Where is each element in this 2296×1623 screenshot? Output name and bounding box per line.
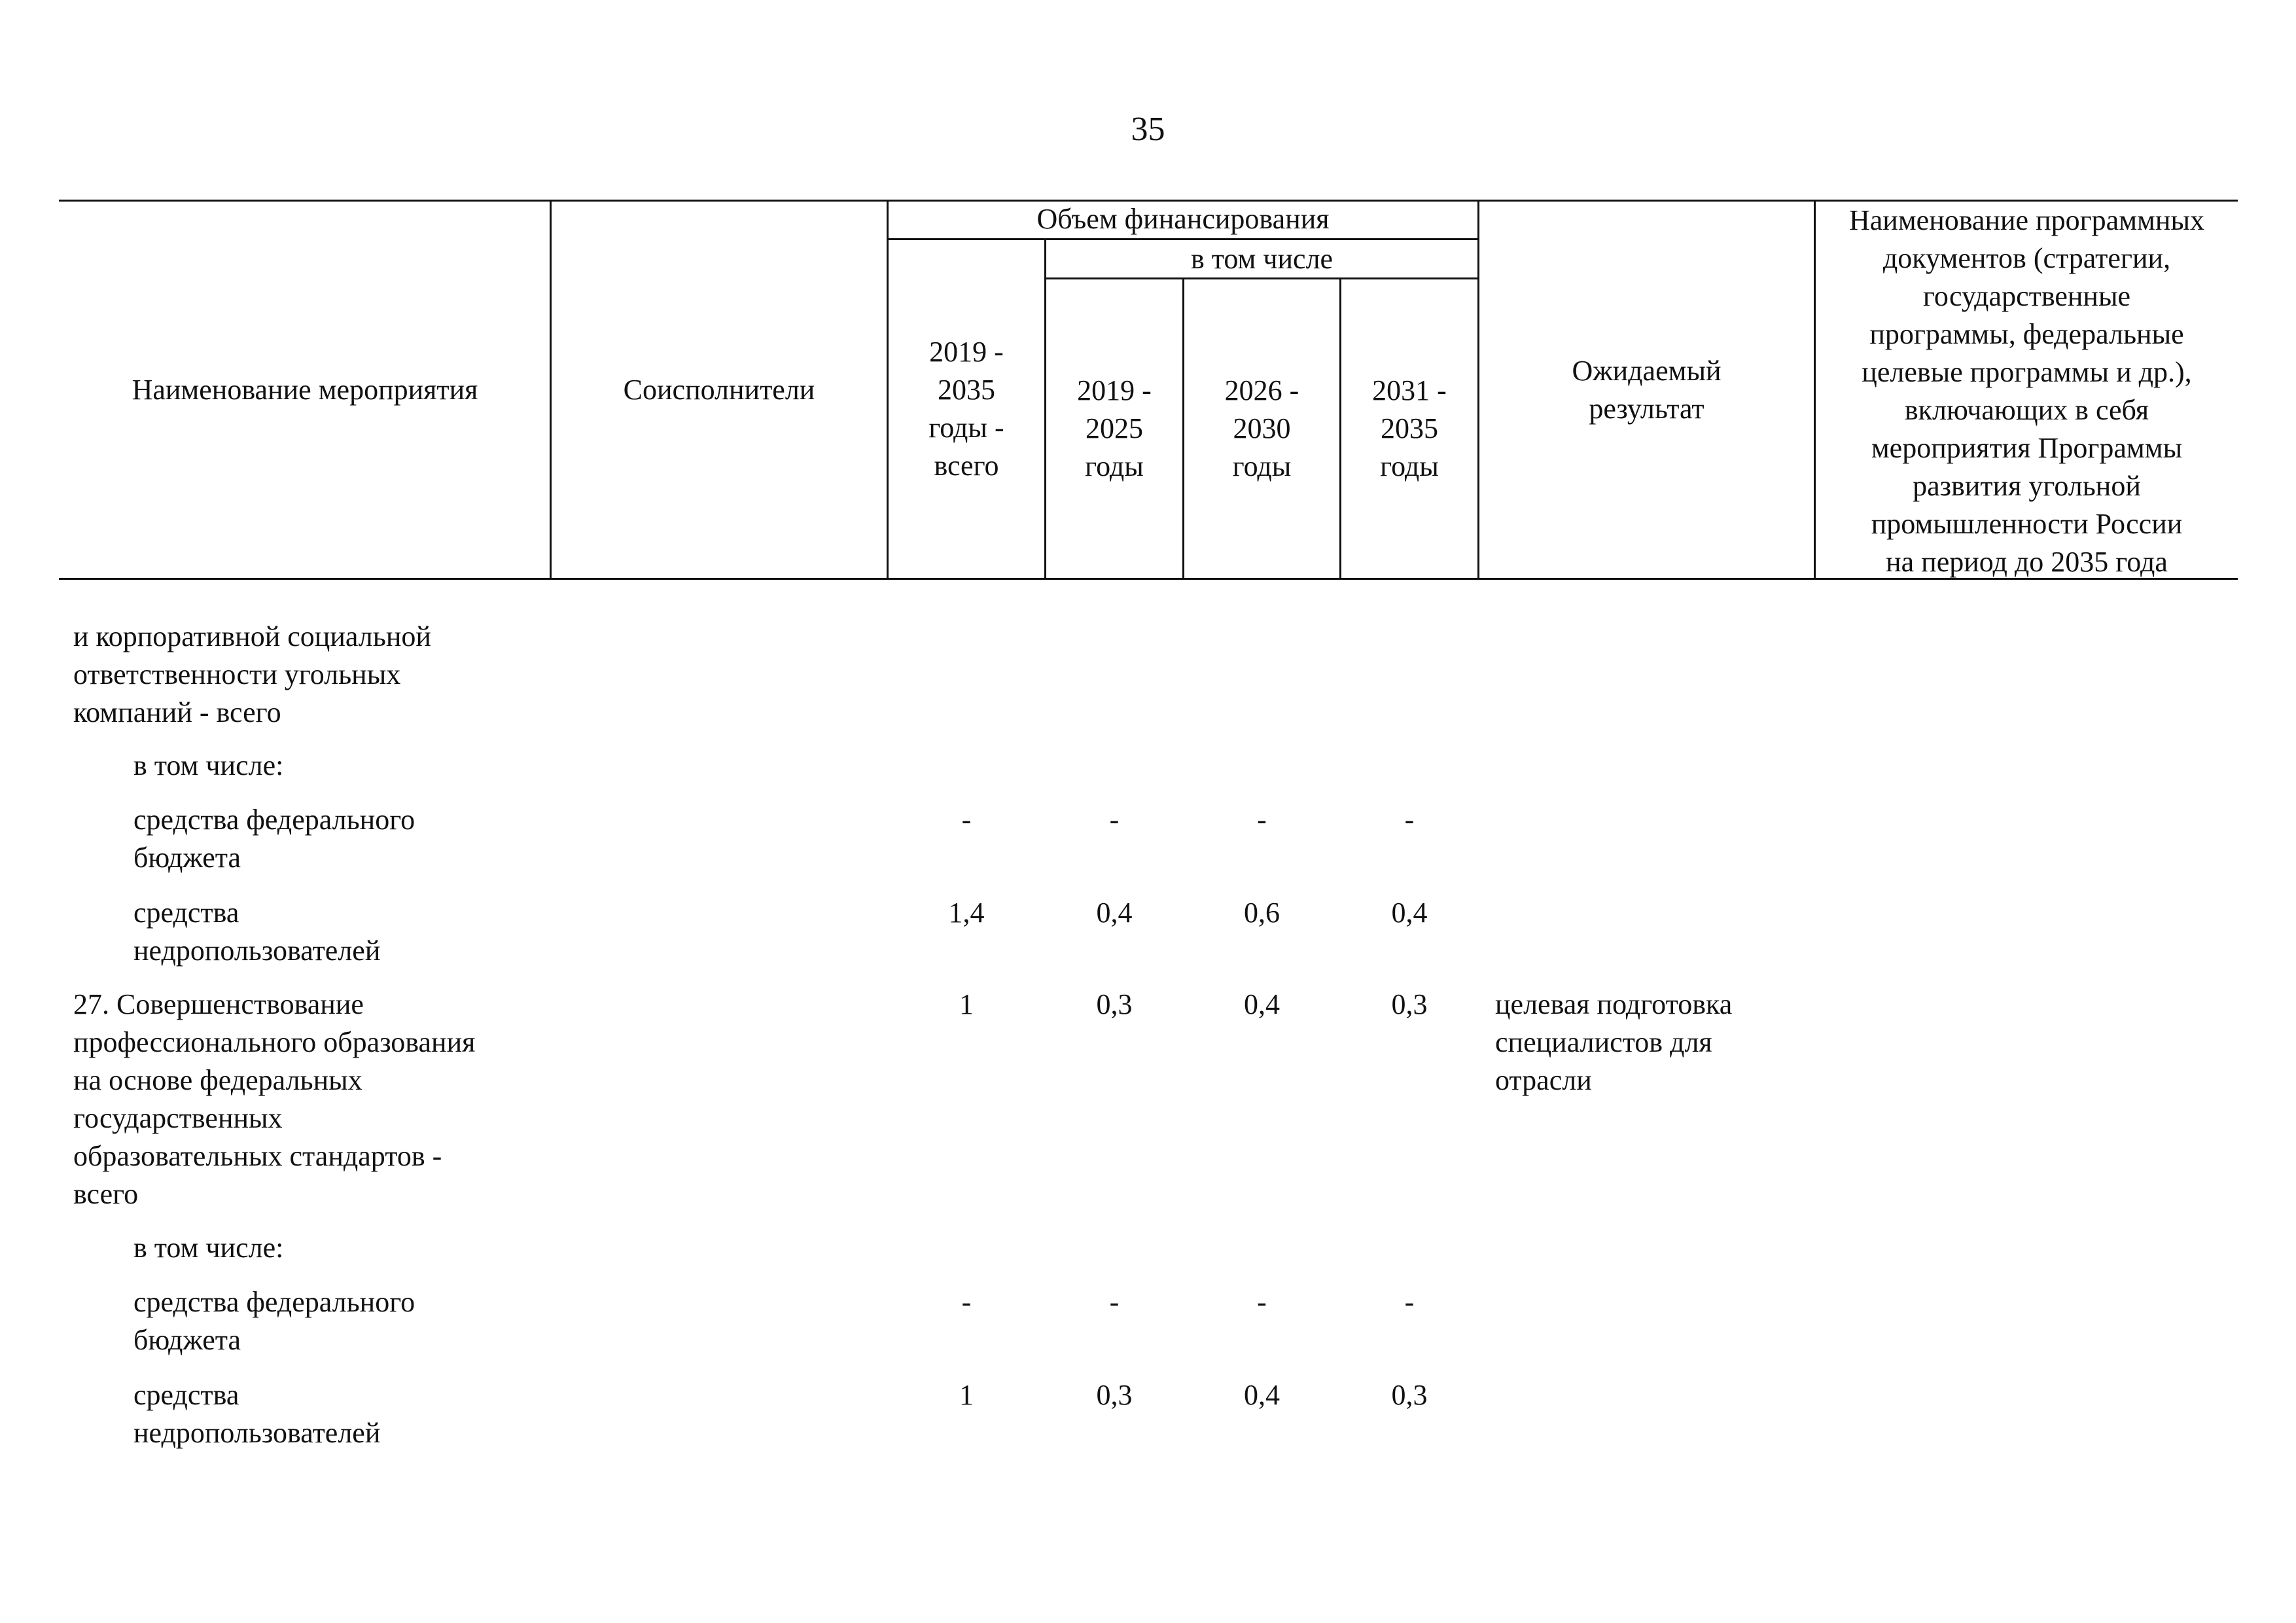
row-activity-name: и корпоративной социальной ответственности угольных компаний - всего <box>73 620 431 728</box>
header-period-2019-2025: 2019 - 2025 годы <box>1077 374 1152 482</box>
value-2031-2035: - <box>1404 804 1415 836</box>
header-period-2026-2030: 2026 - 2030 годы <box>1224 374 1299 482</box>
header-including: в том числе <box>1190 243 1333 275</box>
value-2019-2025: 0,4 <box>1096 897 1133 929</box>
value-2031-2035: 0,3 <box>1391 1379 1428 1411</box>
value-2019-2025: - <box>1109 1286 1120 1318</box>
row-including-label: в том числе: <box>133 1232 284 1264</box>
header-program-documents: Наименование программных документов (стратегии, государственные программы, федеральные целевые программы и др.), включающих в себя мероприятия Программы развития угольной промышленности России на период до 2035 года <box>1848 204 2205 578</box>
header-funding-volume: Объем финансирования <box>1036 203 1330 235</box>
value-2026-2030: - <box>1257 1286 1267 1318</box>
row-activity-name: 27. Совершенствование профессионального образования на основе федеральных государственных образовательных стандартов - всего <box>73 988 476 1210</box>
value-total: 1,4 <box>948 897 985 929</box>
value-2026-2030: - <box>1257 804 1267 836</box>
row-subsoil-users-funds: средства недропользователей <box>133 1379 381 1449</box>
header-expected-result: Ожидаемый результат <box>1572 354 1722 425</box>
value-total: - <box>961 804 972 836</box>
value-total: 1 <box>959 988 974 1020</box>
row-including-label: в том числе: <box>133 749 284 781</box>
header-activity-name: Наименование мероприятия <box>132 373 478 406</box>
value-total: - <box>961 1286 972 1318</box>
row-federal-budget: средства федерального бюджета <box>133 1286 415 1356</box>
value-2026-2030: 0,4 <box>1244 988 1280 1020</box>
value-2031-2035: - <box>1404 1286 1415 1318</box>
value-total: 1 <box>959 1379 974 1411</box>
value-2026-2030: 0,6 <box>1244 897 1280 929</box>
page-number: 35 <box>1131 111 1165 148</box>
value-2019-2025: 0,3 <box>1096 988 1133 1020</box>
value-2026-2030: 0,4 <box>1244 1379 1280 1411</box>
row-expected-result: целевая подготовка специалистов для отрасли <box>1495 988 1733 1096</box>
row-subsoil-users-funds: средства недропользователей <box>133 897 381 967</box>
header-co-executors: Соисполнители <box>623 373 815 406</box>
row-federal-budget: средства федерального бюджета <box>133 804 415 874</box>
header-total-period: 2019 - 2035 годы - всего <box>928 336 1004 482</box>
value-2019-2025: 0,3 <box>1096 1379 1133 1411</box>
value-2019-2025: - <box>1109 804 1120 836</box>
value-2031-2035: 0,3 <box>1391 988 1428 1020</box>
value-2031-2035: 0,4 <box>1391 897 1428 929</box>
header-period-2031-2035: 2031 - 2035 годы <box>1372 374 1447 482</box>
